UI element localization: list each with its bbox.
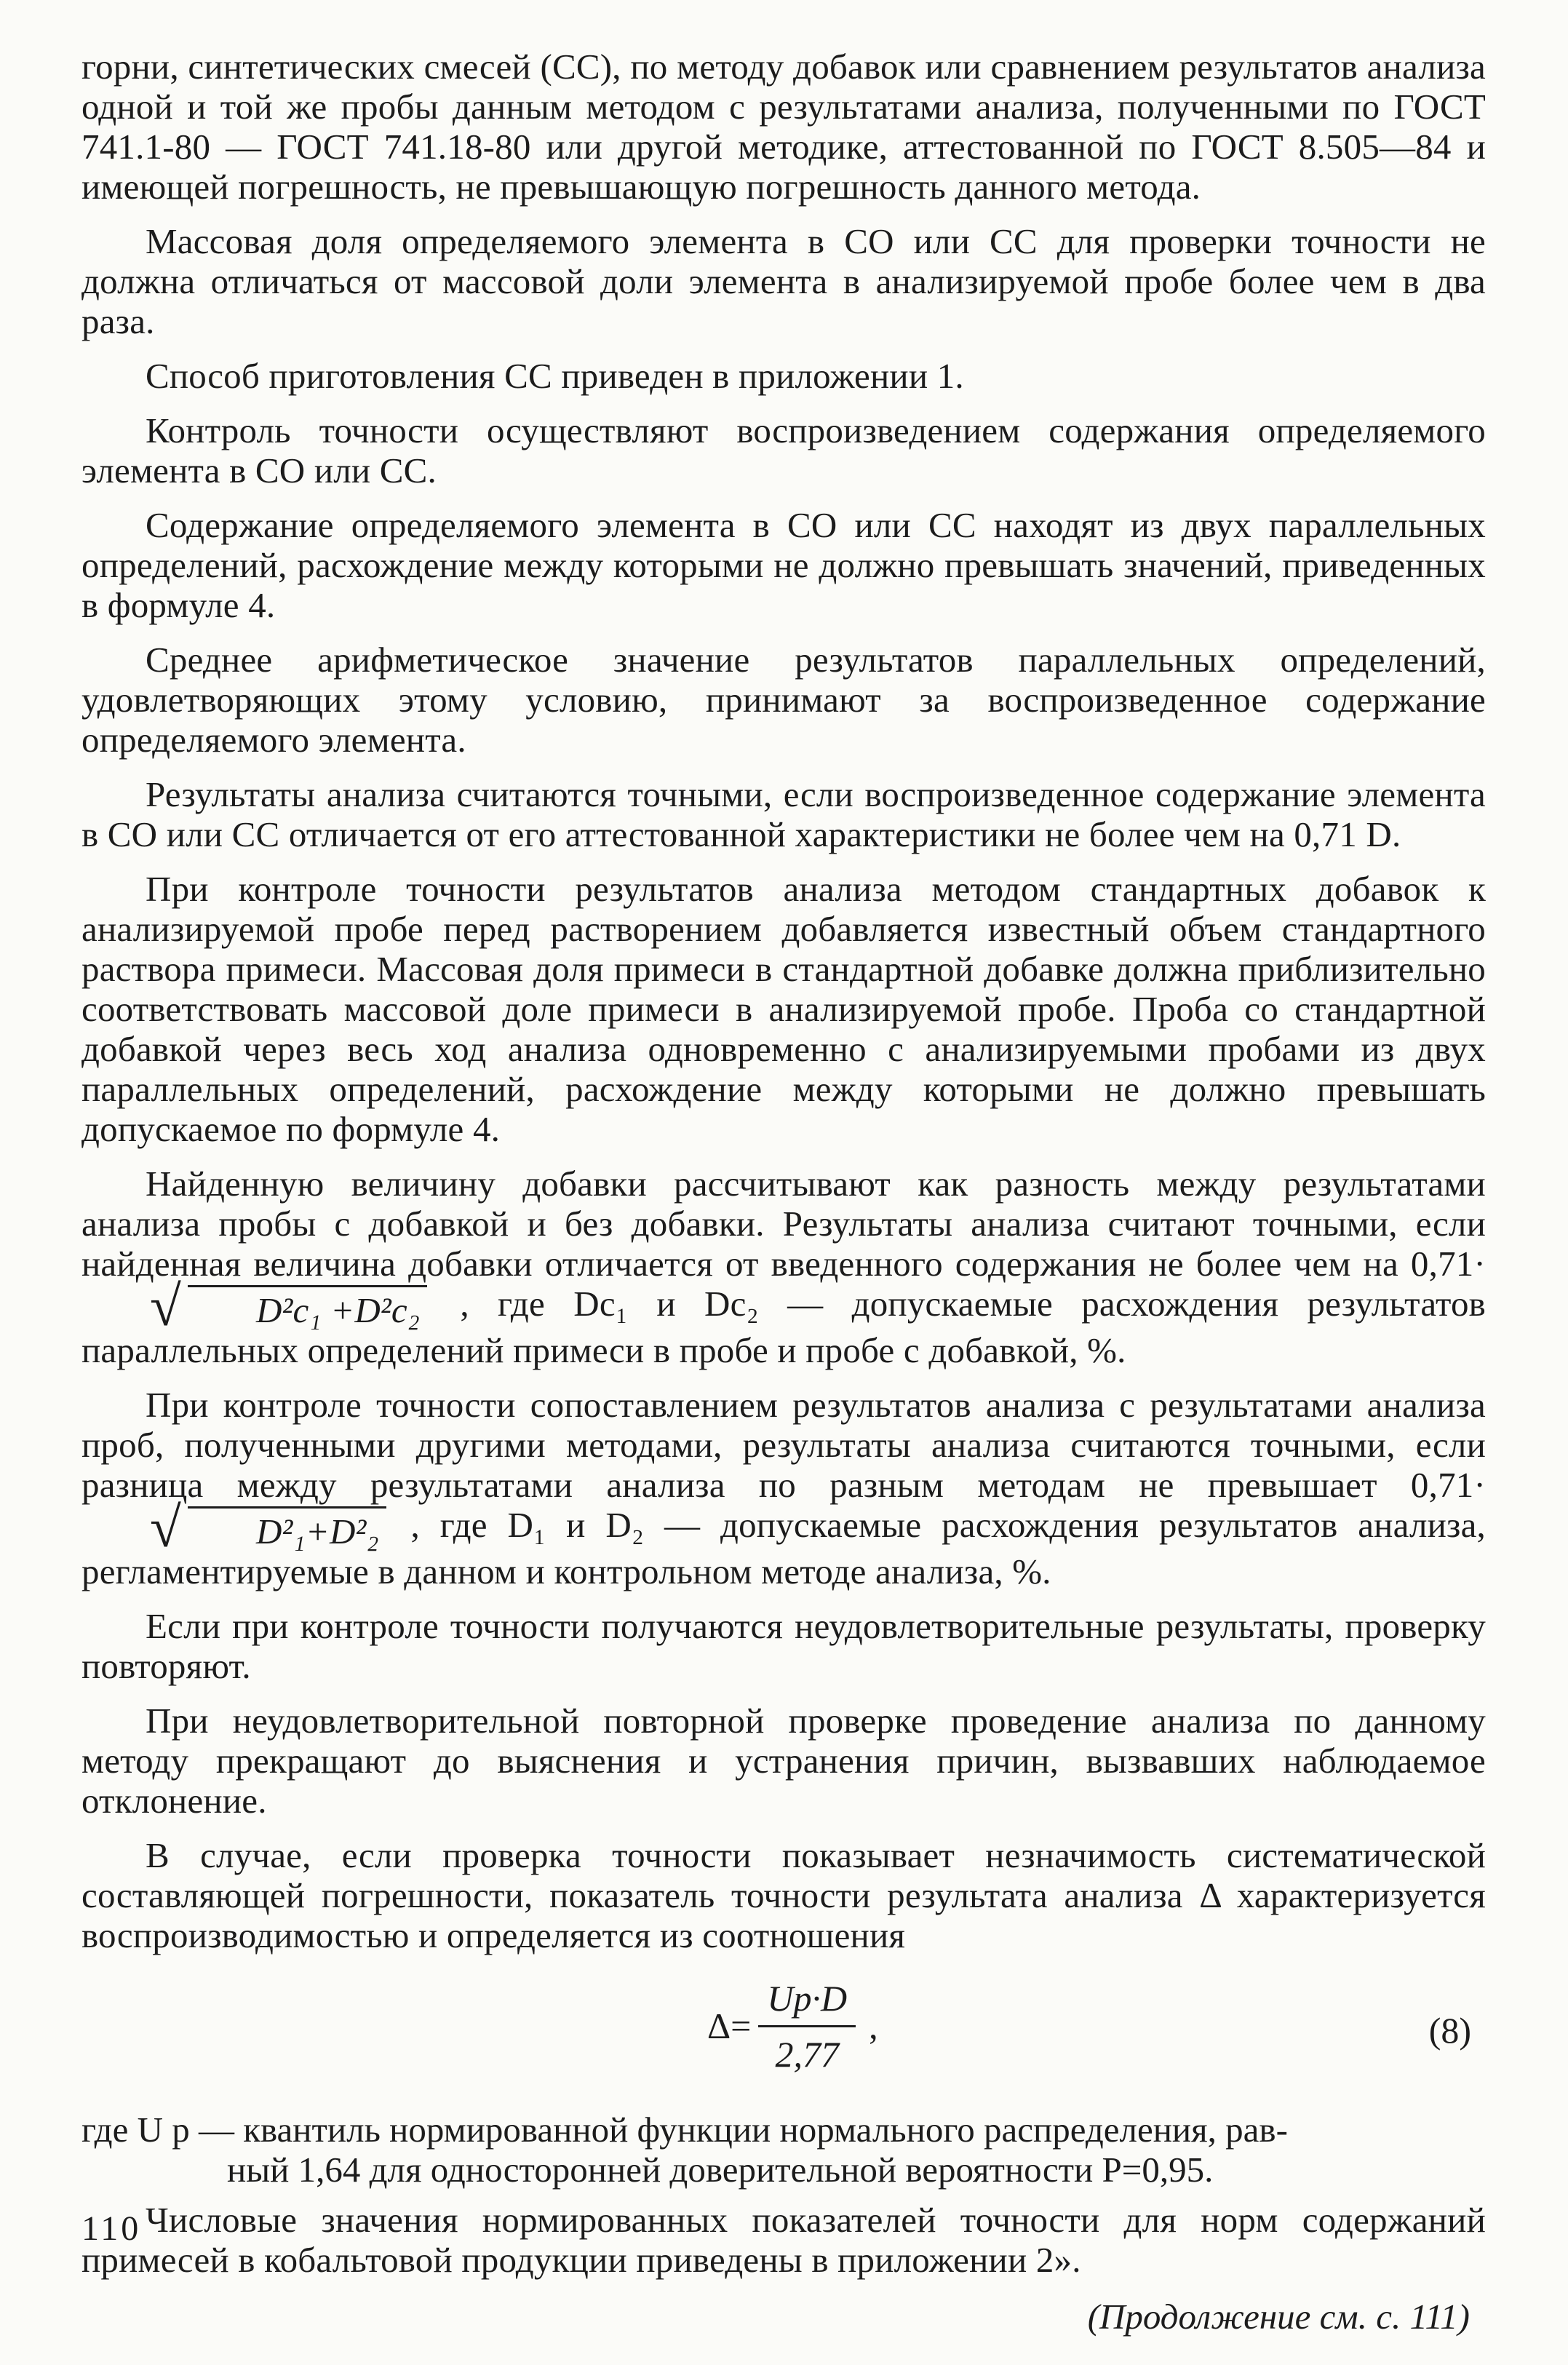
formula-8 xyxy=(81,1977,1486,2101)
paragraph-method-comparison xyxy=(81,1385,1486,1591)
paragraph-preparation: Способ приготовления СС приведен в приложении 1. xyxy=(146,356,964,396)
addition-text-after: , где Dc₁ и Dc₂ — допускаемые расхождения результатов параллельных определений примеси в пробе и пробе с добавкой, %. xyxy=(81,1284,1487,1370)
paragraph-accuracy: Результаты анализа считаются точными, если воспроизведенное содержание элемента в СО или СС отличается от его аттестованной характеристики не более чем на 0,71 D. xyxy=(81,774,1486,854)
paragraph-stop-analysis: При неудовлетворительной повторной проверке проведение анализа по данному методу прекращают до выяснения и устранения причин, вызвавших наблюдаемое отклонение. xyxy=(81,1700,1486,1821)
paragraph-repeat-check: Если при контроле точности получаются неудовлетворительные результаты, проверку повторяют. xyxy=(81,1605,1486,1686)
paragraph-standard-addition: При контроле точности результатов анализа методом стандартных добавок к анализируемой пробе перед растворением добавляется известный объем стандартного раствора примеси. Массовая доля примеси в стандартной добавке должна приблизительно соответствовать массовой доле примеси в анализируемой пробе. Проба со стандартной добавкой через весь ход анализа одновременно с анализируемыми пробами из двух параллельных определений, расхождение между которыми не должно превышать допускаемое по формуле 4. xyxy=(81,869,1486,1149)
paragraph-intro: горни, синтетических смесей (СС), по методу добавок или сравнением результатов анализа одной и той же пробы данным методом с результатами анализа, полученными по ГОСТ 741.1-80 — ГОСТ 741.18-80 или другой методике, аттестованной по ГОСТ 8.505—84 и имеющей погрешность, не превышающую погрешность данного метода. xyxy=(81,47,1486,207)
paragraph-mass-fraction: Массовая доля определяемого элемента в СО или СС для проверки точности не должна отличаться от массовой доли элемента в анализируемой пробе более чем в два раза. xyxy=(81,221,1486,341)
formula-lhs: Δ= xyxy=(707,2006,752,2046)
paragraph-mean: Среднее арифметическое значение результатов параллельных определений, удовлетворяющих этому условию, принимают за воспроизведенное содержание определяемого элемента. xyxy=(81,640,1486,760)
methods-text-before: При контроле точности сопоставлением результатов анализа с результатами анализа проб, полученными другими методами, результаты анализа считаются точными, если разница между результатами анализа по разным методам не превышает 0,71· xyxy=(81,1384,1486,1505)
sqrt-radicand: D²c₁ +D²c₂ xyxy=(188,1285,427,1330)
where-line-1: где U р — квантиль нормированной функции нормального распределения, рав- xyxy=(81,2109,1288,2150)
formula-numerator: Uр·D xyxy=(758,1977,856,2027)
formula-tail: , xyxy=(869,2006,878,2046)
page-body xyxy=(81,47,1486,2337)
paragraph-content: Содержание определяемого элемента в СО или СС находят из двух параллельных определений, расхождение между которыми не должно превышать значений, приведенных в формуле 4. xyxy=(81,505,1486,625)
formula-fraction xyxy=(707,1977,878,2075)
sqrt-sign: √ xyxy=(150,1495,182,1559)
paragraph-appendix-reference: Числовые значения нормированных показателей точности для норм содержаний примесей в кобальтовой продукции приведены в приложении 2». xyxy=(81,2199,1486,2280)
addition-text-before: Найденную величину добавки рассчитывают как разность между результатами анализа пробы с добавкой и без добавки. Результаты анализа считают точными, если найденная величина добавки отличается от введенного содержания не более чем на 0,71· xyxy=(81,1164,1486,1284)
formula-explanation xyxy=(81,2110,1486,2190)
sqrt-expression xyxy=(86,1273,427,1337)
where-line-2: ный 1,64 для односторонней доверительной вероятности P=0,95. xyxy=(227,2149,1214,2190)
continuation-note: (Продолжение см. с. 111) xyxy=(1087,2296,1470,2337)
methods-text-after: , где D₁ и D₂ — допускаемые расхождения результатов анализа, регламентируемые в данном и контрольном методе анализа, %. xyxy=(81,1504,1487,1591)
page-number: 110 xyxy=(81,2209,142,2248)
paragraph-addition-value xyxy=(81,1164,1486,1370)
equation-number: (8) xyxy=(1428,2009,1471,2051)
paragraph-control: Контроль точности осуществляют воспроизведением содержания определяемого элемента в СО или СС. xyxy=(81,410,1486,490)
fraction xyxy=(758,1977,856,2075)
paragraph-reproducibility: В случае, если проверка точности показывает незначимость систематической составляющей погрешности, показатель точности результата анализа Δ характеризуется воспроизводимостью и определяется из соотношения xyxy=(81,1835,1486,1955)
sqrt-radicand: D²₁+D²₂ xyxy=(188,1506,386,1551)
sqrt-expression xyxy=(86,1495,386,1559)
sqrt-sign: √ xyxy=(150,1273,182,1337)
formula-denominator: 2,77 xyxy=(775,2033,839,2075)
